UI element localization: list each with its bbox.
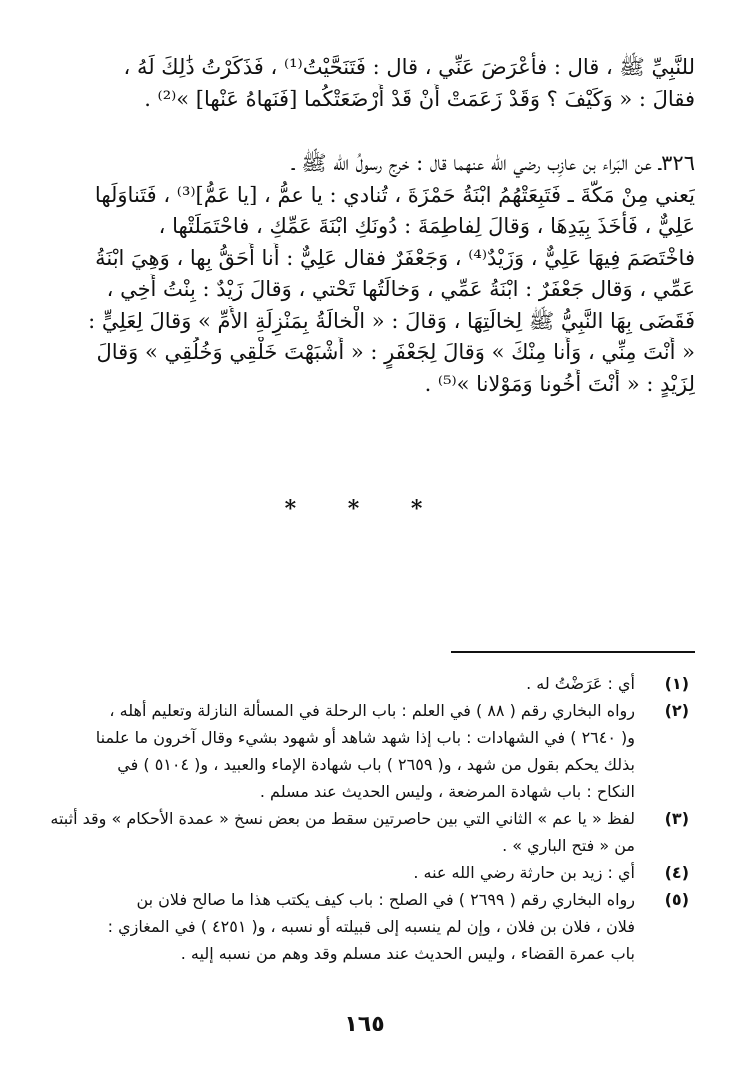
footnote-number: (٤) [664,863,689,882]
footnote-2 [48,697,695,805]
footnote-line: بذلك يحكم بقول من شهد ، و( ٢٦٥٩ ) باب شهادة الإماء والعبيد ، و( ٥١٠٤ ) في [117,755,635,774]
hadith-line: يَعني مِنْ مَكَّةَ ـ فَتَبِعَتْهُمُ ابْنَةُ حَمْزَةَ ، تُنادي : يا عمُّ ، [يا عَمُّ]⁽³⁾ ، فَتَناوَلَها [94,182,695,207]
hadith-line: « أَنْتَ مِنِّي ، وَأَنا مِنْكَ » وَقالَ لِجَعْفَرٍ : « أَشْبَهْتَ خَلْقِي وَخُلُقِي » وَقالَ [96,340,695,364]
page-number: ١٦٥ [344,1012,385,1037]
body-line: للنَّبِيِّ ﷺ ، قال : فأَعْرَضَ عَنِّي ، قال : فَتَنَحَّيْتُ⁽¹⁾ ، فَذَكَرْتُ ذَٰلِكَ لَهُ ، [123,55,695,79]
section-separator: * * * [284,496,445,522]
hadith-line: عَلِيٌّ ، فَأَخَذَ بِيَدِهَا ، وَقالَ لِفاطِمَةَ : دُونَكِ ابْنَةَ عَمِّكِ ، فاحْتَمَلَتْها ، [158,214,695,238]
footnote-number: (٣) [664,809,689,828]
hadith-326 [56,148,695,400]
footnotes [48,670,695,967]
footnote-line: من « فتح الباري » . [502,836,635,855]
footnote-line: رواه البخاري رقم ( ٨٨ ) في العلم : باب الرحلة في المسألة النازلة وتعليم أهله ، [109,701,635,720]
hadith-line: فَقَضَى بِهَا النَّبِيُّ ﷺ لِخالَتِهَا ، وَقالَ : « الْخالَةُ بِمَنْزِلَةِ الأُمِّ » وَقالَ لِعَلِيٍّ : [88,308,695,333]
footnote-4 [48,859,695,886]
footnote-1 [48,670,695,697]
footnote-3 [48,805,695,859]
body-line: فقالَ : « وَكَيْفَ ؟ وَقَدْ زَعَمَتْ أَنْ قَدْ أَرْضَعَتْكُما [فَنَهاهُ عَنْها] »⁽²⁾ . [144,86,695,111]
footnote-5 [48,886,695,967]
hadith-line: لِزَيْدٍ : « أَنْتَ أَخُونا وَمَوْلانا »⁽⁵⁾ . [424,371,695,396]
footnote-line: أي : زيد بن حارثة رضي الله عنه . [413,863,635,882]
footnote-number: (١) [664,674,689,693]
hadith-line: ٣٢٦ـ عن البَراء بن عازِب رضي الله عنهما قال : خرج رسولُ الله ﷺ ـ [291,151,695,175]
footnote-number: (٢) [664,701,689,720]
hadith-line: عَمِّي ، وَقال جَعْفَرٌ : ابْنَةُ عَمِّي ، وَخالَتُها تَحْتي ، وَقالَ زَيْدٌ : بِنْتُ أَخِي ، [106,277,695,301]
footnote-line: لفظ « يا عم » الثاني التي بين حاصرتين سقط من بعض نسخ « عمدة الأحكام » وقد أثبته [50,809,635,828]
footnote-line: النكاح : باب شهادة المرضعة ، وليس الحديث عند مسلم . [259,782,635,801]
hadith-line: فاخْتَصَمَ فِيهَا عَلِيٌّ ، وَزَيْدٌ⁽⁴⁾ ، وَجَعْفَرٌ فقال عَلِيٌّ : أَنا أَحَقُّ بِها ، وَهِيَ ابْنَةُ [95,245,695,270]
footnote-line: رواه البخاري رقم ( ٢٦٩٩ ) في الصلح : باب كيف يكتب هذا ما صالح فلان بن [136,890,635,909]
footnote-line: و( ٢٦٤٠ ) في الشهادات : باب إذا شهد شاهد أو شهود بشيء وقال آخرون ما علمنا [95,728,635,747]
footnote-line: باب عمرة القضاء ، وليس الحديث عند مسلم وقد وهم من نسبه إليه . [180,944,635,963]
footnote-rule [451,651,695,653]
footnote-line: فلان ، فلان بن فلان ، وإن لم ينسبه إلى قبيلته أو نسبه ، و( ٤٢٥١ ) في المغازي : [107,917,635,936]
footnote-line: أي : عَرَضْتُ له . [526,674,635,693]
body-text-top [56,52,695,115]
footnote-number: (٥) [664,890,689,909]
